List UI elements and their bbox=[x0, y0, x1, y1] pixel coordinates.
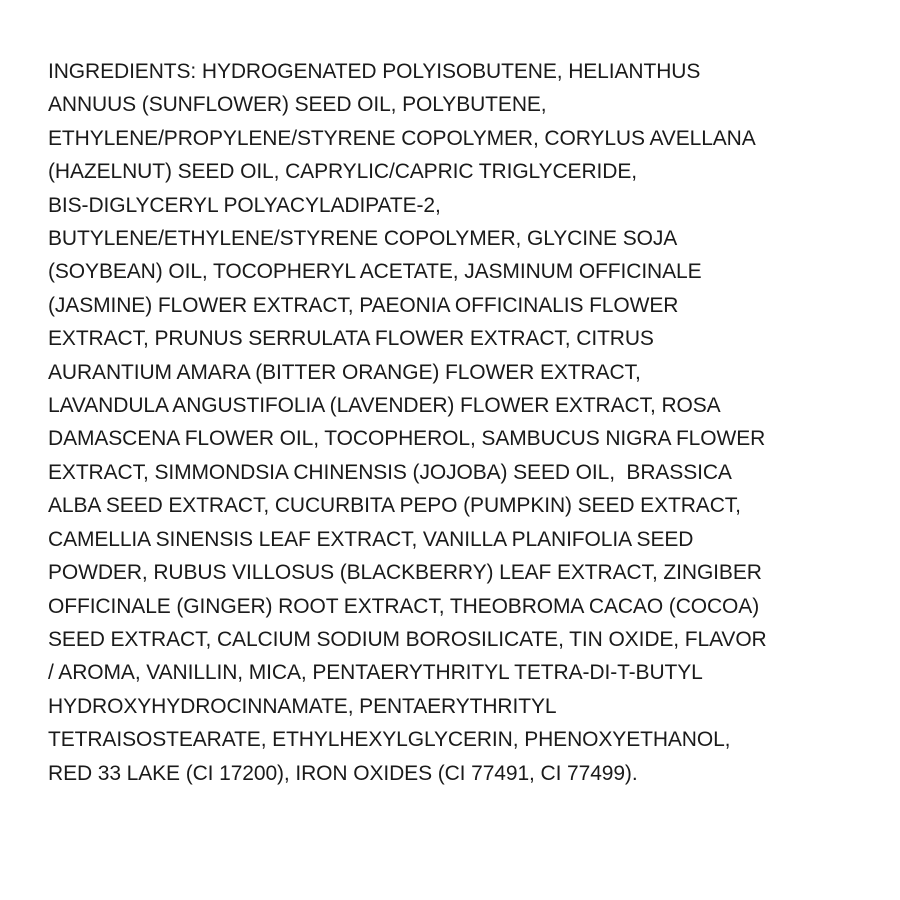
ingredients-list bbox=[48, 55, 868, 790]
ingredients-line: ALBA SEED EXTRACT, CUCURBITA PEPO (PUMPKIN) SEED EXTRACT, bbox=[48, 494, 741, 518]
ingredients-line: LAVANDULA ANGUSTIFOLIA (LAVENDER) FLOWER EXTRACT, ROSA bbox=[48, 394, 721, 418]
ingredients-line: HYDROXYHYDROCINNAMATE, PENTAERYTHRITYL bbox=[48, 694, 557, 718]
ingredients-line: (SOYBEAN) OIL, TOCOPHERYL ACETATE, JASMINUM OFFICINALE bbox=[48, 260, 702, 284]
ingredients-line: POWDER, RUBUS VILLOSUS (BLACKBERRY) LEAF EXTRACT, ZINGIBER bbox=[48, 561, 762, 585]
ingredients-line: EXTRACT, PRUNUS SERRULATA FLOWER EXTRACT, CITRUS bbox=[48, 327, 654, 351]
ingredients-line: ANNUUS (SUNFLOWER) SEED OIL, POLYBUTENE, bbox=[48, 93, 547, 117]
ingredients-line: OFFICINALE (GINGER) ROOT EXTRACT, THEOBROMA CACAO (COCOA) bbox=[48, 594, 760, 618]
ingredients-line: ETHYLENE/PROPYLENE/STYRENE COPOLYMER, CORYLUS AVELLANA bbox=[48, 126, 756, 150]
ingredients-line: / AROMA, VANILLIN, MICA, PENTAERYTHRITYL TETRA-DI-T-BUTYL bbox=[48, 661, 703, 685]
ingredients-line: EXTRACT, SIMMONDSIA CHINENSIS (JOJOBA) SEED OIL, BRASSICA bbox=[48, 460, 732, 484]
ingredients-line: BIS-DIGLYCERYL POLYACYLADIPATE-2, bbox=[48, 193, 441, 217]
ingredients-line: CAMELLIA SINENSIS LEAF EXTRACT, VANILLA PLANIFOLIA SEED bbox=[48, 527, 694, 551]
ingredients-line: RED 33 LAKE (CI 17200), IRON OXIDES (CI 77491, CI 77499). bbox=[48, 761, 638, 785]
ingredients-line: TETRAISOSTEARATE, ETHYLHEXYLGLYCERIN, PHENOXYETHANOL, bbox=[48, 728, 731, 752]
ingredients-line: (JASMINE) FLOWER EXTRACT, PAEONIA OFFICINALIS FLOWER bbox=[48, 293, 679, 317]
ingredients-line: AURANTIUM AMARA (BITTER ORANGE) FLOWER EXTRACT, bbox=[48, 360, 641, 384]
ingredients-line: (HAZELNUT) SEED OIL, CAPRYLIC/CAPRIC TRIGLYCERIDE, bbox=[48, 160, 637, 184]
ingredients-line: BUTYLENE/ETHYLENE/STYRENE COPOLYMER, GLYCINE SOJA bbox=[48, 227, 678, 251]
ingredients-line: INGREDIENTS: HYDROGENATED POLYISOBUTENE, HELIANTHUS bbox=[48, 60, 701, 83]
ingredients-line: DAMASCENA FLOWER OIL, TOCOPHEROL, SAMBUCUS NIGRA FLOWER bbox=[48, 427, 766, 451]
ingredients-line: SEED EXTRACT, CALCIUM SODIUM BOROSILICATE, TIN OXIDE, FLAVOR bbox=[48, 627, 767, 651]
